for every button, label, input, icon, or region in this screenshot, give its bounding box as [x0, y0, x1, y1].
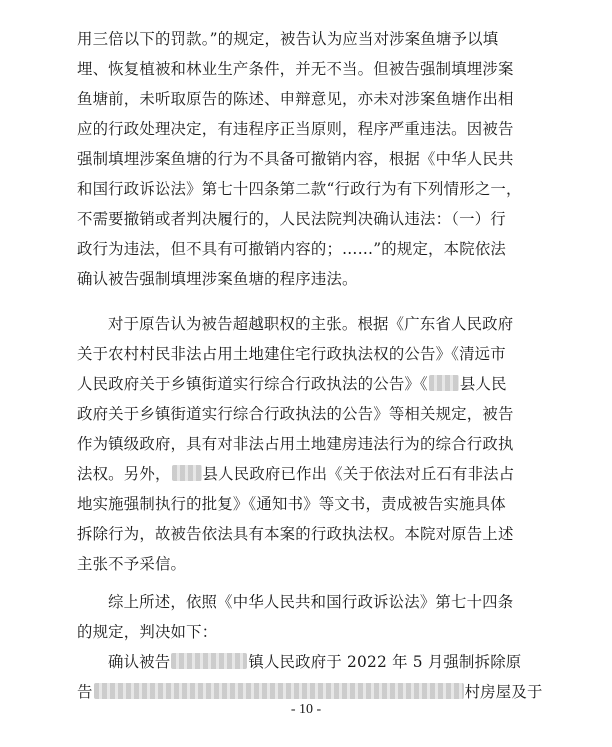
- text-line-20: 的规定，判决如下：: [77, 623, 218, 641]
- text-line-22-tail: 村房屋及于: [464, 683, 543, 701]
- text-line-15-head: 法权。另外，: [77, 465, 171, 483]
- text-line-8: 政行为违法，但不具有可撤销内容的；……”的规定，本院依法: [77, 240, 507, 258]
- text-line-6: 和国行政诉讼法》第七十四条第二款“行政行为有下列情形之一，: [77, 180, 522, 198]
- redaction-mark: [94, 683, 464, 699]
- text-line-12-tail: 县人民: [459, 375, 507, 393]
- text-line-19: 综上所述，依照《中华人民共和国行政诉讼法》第七十四条: [108, 593, 514, 611]
- text-line-21: [108, 647, 521, 677]
- text-line-1: 用三倍以下的罚款。”的规定，被告认为应当对涉案鱼塘予以填: [77, 30, 499, 48]
- text-line-11: 关于农村村民非法占用土地建住宅行政执法权的公告》《清远市: [77, 345, 506, 363]
- text-line-3: 鱼塘前，未听取原告的陈述、申辩意见，亦未对涉案鱼塘作出相: [77, 90, 514, 108]
- text-line-12-head: 人民政府关于乡镇街道实行综合行政执法的公告》《: [77, 375, 428, 393]
- redaction-mark: [171, 653, 247, 669]
- text-line-15-tail: 县人民政府已作出《关于依法对丘石有非法占: [202, 465, 515, 483]
- text-line-22-head: 告: [77, 683, 93, 701]
- redaction-mark: [429, 375, 459, 391]
- text-line-5: 强制填埋涉案鱼塘的行为不具备可撤销内容，根据《中华人民共: [77, 150, 514, 168]
- text-line-15: [77, 459, 514, 489]
- text-line-9: 确认被告强制填埋涉案鱼塘的程序违法。: [77, 270, 358, 288]
- redaction-mark: [172, 465, 202, 481]
- text-line-7: 不需要撤销或者判决履行的，人民法院判决确认违法：（一）行: [77, 210, 506, 228]
- text-line-21-tail: 镇人民政府于 2022 年 5 月强制拆除原: [248, 653, 522, 671]
- text-line-10: 对于原告认为被告超越职权的主张。根据《广东省人民政府: [108, 315, 514, 333]
- text-line-17: 拆除行为，故被告依法具有本案的行政执法权。本院对原告上述: [77, 525, 514, 543]
- text-line-4: 应的行政处理决定，有违程序正当原则，程序严重违法。因被告: [77, 120, 514, 138]
- text-line-13: 政府关于乡镇街道实行综合行政执法的公告》等相关规定，被告: [77, 405, 514, 423]
- page-number: - 10 -: [290, 702, 322, 717]
- text-line-21-head: 确认被告: [108, 653, 171, 671]
- text-line-12: [77, 369, 507, 399]
- text-line-16: 地实施强制执行的批复》《通知书》等文书，责成被告实施具体: [77, 495, 506, 513]
- text-line-14: 作为镇级政府，具有对非法占用土地建房违法行为的综合行政执: [77, 435, 514, 453]
- text-line-2: 埋、恢复植被和林业生产条件，并无不当。但被告强制填埋涉案: [77, 60, 514, 78]
- text-line-18: 主张不予采信。: [77, 555, 187, 573]
